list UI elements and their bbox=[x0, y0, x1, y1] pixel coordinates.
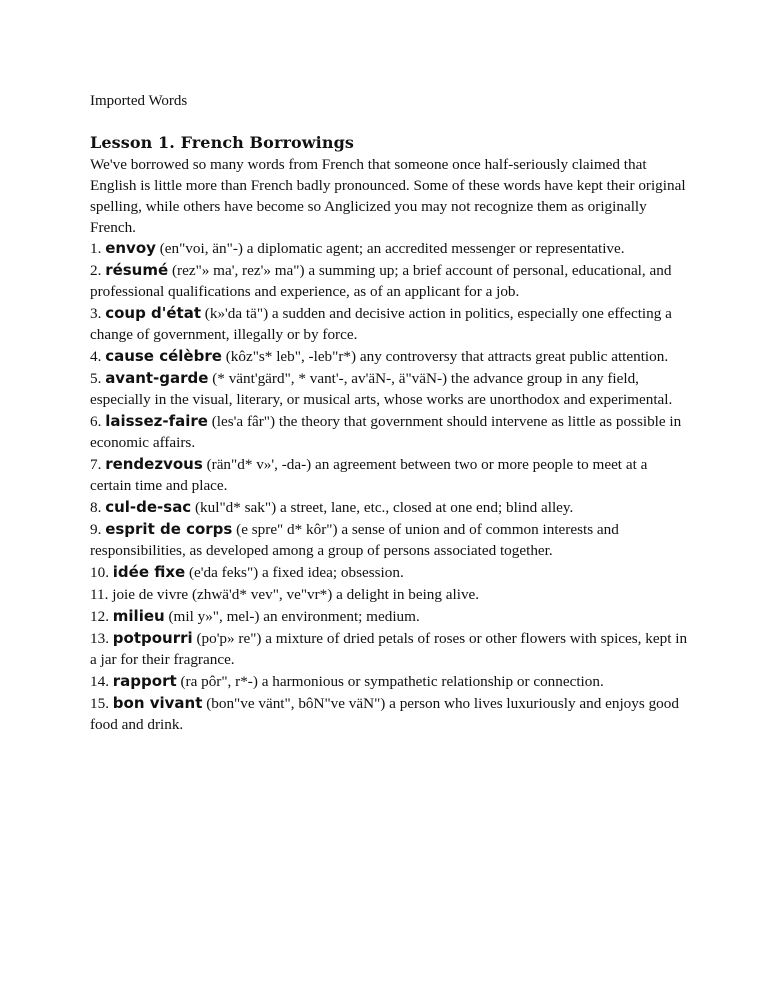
vocabulary-entry bbox=[90, 260, 690, 302]
entry-term: résumé bbox=[105, 261, 169, 279]
lesson-heading: Lesson 1. French Borrowings bbox=[90, 133, 354, 152]
entry-term: milieu bbox=[112, 607, 165, 625]
vocabulary-entry bbox=[90, 303, 690, 345]
entry-term: rapport bbox=[112, 672, 177, 690]
entry-definition: (po'p» re") a mixture of dried petals of roses or other flowers with spices, kept in a jar for their fragrance. bbox=[90, 630, 688, 668]
vocabulary-entry bbox=[90, 519, 690, 561]
entry-definition: (les'a fâr") the theory that government should intervene as little as possible in economic affairs. bbox=[90, 413, 682, 451]
entry-definition: (k»'da tä") a sudden and decisive action in politics, especially one effecting a change of government, illegally or by force. bbox=[90, 305, 672, 343]
entry-term: cause célèbre bbox=[105, 347, 222, 365]
vocabulary-entry bbox=[90, 368, 690, 410]
entry-number: 11. bbox=[90, 586, 109, 603]
vocabulary-entry bbox=[90, 628, 690, 670]
vocabulary-entry bbox=[90, 562, 690, 583]
entry-term: bon vivant bbox=[112, 694, 203, 712]
entry-number: 10. bbox=[90, 564, 109, 581]
entry-definition: (e'da feks") a fixed idea; obsession. bbox=[189, 564, 404, 581]
entry-term: idée fixe bbox=[112, 563, 186, 581]
entry-term: cul-de-sac bbox=[105, 498, 192, 516]
entry-definition: (kul"d* sak") a street, lane, etc., closed at one end; blind alley. bbox=[195, 499, 574, 516]
entry-term: coup d'état bbox=[105, 304, 201, 322]
entry-term: rendezvous bbox=[105, 455, 203, 473]
vocabulary-entry bbox=[90, 411, 690, 453]
entry-definition: (mil y»", mel-) an environment; medium. bbox=[168, 608, 420, 625]
entry-number: 7. bbox=[90, 456, 102, 473]
entry-number: 3. bbox=[90, 305, 102, 322]
entry-definition: (kôz"s* leb", -leb"r*) any controversy that attracts great public attention. bbox=[225, 348, 669, 365]
vocabulary-entry bbox=[90, 584, 690, 605]
entry-number: 1. bbox=[90, 240, 102, 257]
entry-definition: (en"voi, än"-) a diplomatic agent; an accredited messenger or representative. bbox=[159, 240, 625, 257]
vocabulary-list bbox=[90, 238, 690, 735]
intro-paragraph: We've borrowed so many words from French that someone once half-seriously claimed that English is little more than French badly pronounced. Some of these words have kept their original spelling, while others have become so Anglicized you may not recognize them as originally French. bbox=[90, 156, 686, 236]
entry-definition: (zhwä'd* vev", ve"vr*) a delight in being alive. bbox=[191, 586, 480, 603]
document-page bbox=[90, 91, 690, 736]
entry-number: 15. bbox=[90, 695, 109, 712]
entry-number: 6. bbox=[90, 413, 102, 430]
vocabulary-entry bbox=[90, 238, 690, 259]
entry-definition: (bon"ve vänt", bôN"ve väN") a person who lives luxuriously and enjoys good food and drink. bbox=[90, 695, 679, 733]
entry-definition: (ra pôr", r*-) a harmonious or sympathetic relationship or connection. bbox=[180, 673, 604, 690]
entry-term: envoy bbox=[105, 239, 156, 257]
entry-term: laissez-faire bbox=[105, 412, 208, 430]
entry-number: 13. bbox=[90, 630, 109, 647]
vocabulary-entry bbox=[90, 693, 690, 735]
entry-definition: (e spre" d* kôr") a sense of union and of common interests and responsibilities, as developed among a group of persons associated together. bbox=[90, 521, 619, 559]
entry-number: 9. bbox=[90, 521, 102, 538]
entry-number: 12. bbox=[90, 608, 109, 625]
entry-number: 5. bbox=[90, 370, 102, 387]
entry-definition: (rez"» ma', rez'» ma") a summing up; a brief account of personal, educational, and professional qualifications and experience, as of an applicant for a job. bbox=[90, 262, 672, 300]
entry-number: 14. bbox=[90, 673, 109, 690]
entry-term: potpourri bbox=[112, 629, 193, 647]
entry-term: esprit de corps bbox=[105, 520, 233, 538]
entry-definition: (* vänt'gärd", * vant'-, av'äN-, ä"väN-) the advance group in any field, especially in the visual, literary, or musical arts, whose works are unorthodox and experimental. bbox=[90, 370, 673, 408]
entry-term: joie de vivre bbox=[112, 586, 189, 603]
entry-number: 8. bbox=[90, 499, 102, 516]
entry-term: avant-garde bbox=[105, 369, 209, 387]
vocabulary-entry bbox=[90, 346, 690, 367]
entry-definition: (rän"d* v»', -da-) an agreement between two or more people to meet at a certain time and place. bbox=[90, 456, 648, 494]
vocabulary-entry bbox=[90, 454, 690, 496]
entry-number: 4. bbox=[90, 348, 102, 365]
vocabulary-entry bbox=[90, 606, 690, 627]
vocabulary-entry bbox=[90, 671, 690, 692]
vocabulary-entry bbox=[90, 497, 690, 518]
document-title: Imported Words bbox=[90, 93, 188, 109]
entry-number: 2. bbox=[90, 262, 102, 279]
